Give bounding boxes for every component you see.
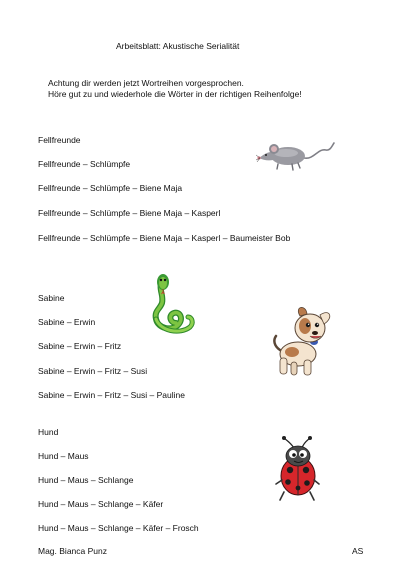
- word-row: Sabine – Erwin – Fritz – Susi: [38, 366, 148, 376]
- word-row: Hund: [38, 427, 59, 437]
- ladybug-illustration: [272, 436, 322, 506]
- word-row: Fellfreunde – Schlümpfe – Biene Maja: [38, 183, 183, 193]
- word-row: Fellfreunde: [38, 135, 81, 145]
- word-row: Fellfreunde – Schlümpfe – Biene Maja – Kasperl – Baumeister Bob: [38, 233, 291, 243]
- word-row: Hund – Maus – Schlange – Käfer – Frosch: [38, 523, 199, 533]
- word-row: Hund – Maus: [38, 451, 89, 461]
- word-row: Fellfreunde – Schlümpfe: [38, 159, 131, 169]
- footer-author: Mag. Bianca Punz: [38, 546, 107, 556]
- word-row: Sabine – Erwin: [38, 317, 96, 327]
- word-row: Sabine: [38, 293, 65, 303]
- word-row: Hund – Maus – Schlange – Käfer: [38, 499, 164, 509]
- worksheet-title: Arbeitsblatt: Akustische Serialität: [116, 41, 240, 51]
- intro-line-2: Höre gut zu und wiederhole die Wörter in der richtigen Reihenfolge!: [48, 89, 302, 99]
- word-row: Sabine – Erwin – Fritz – Susi – Pauline: [38, 390, 185, 400]
- snake-illustration: [150, 273, 195, 343]
- mouse-illustration: [256, 138, 336, 173]
- dog-illustration: [270, 302, 336, 378]
- footer-initials: AS: [352, 546, 364, 556]
- word-row: Sabine – Erwin – Fritz: [38, 341, 122, 351]
- word-row: Fellfreunde – Schlümpfe – Biene Maja – Kasperl: [38, 208, 221, 218]
- word-row: Hund – Maus – Schlange: [38, 475, 134, 485]
- intro-line-1: Achtung dir werden jetzt Wortreihen vorgesprochen.: [48, 78, 244, 88]
